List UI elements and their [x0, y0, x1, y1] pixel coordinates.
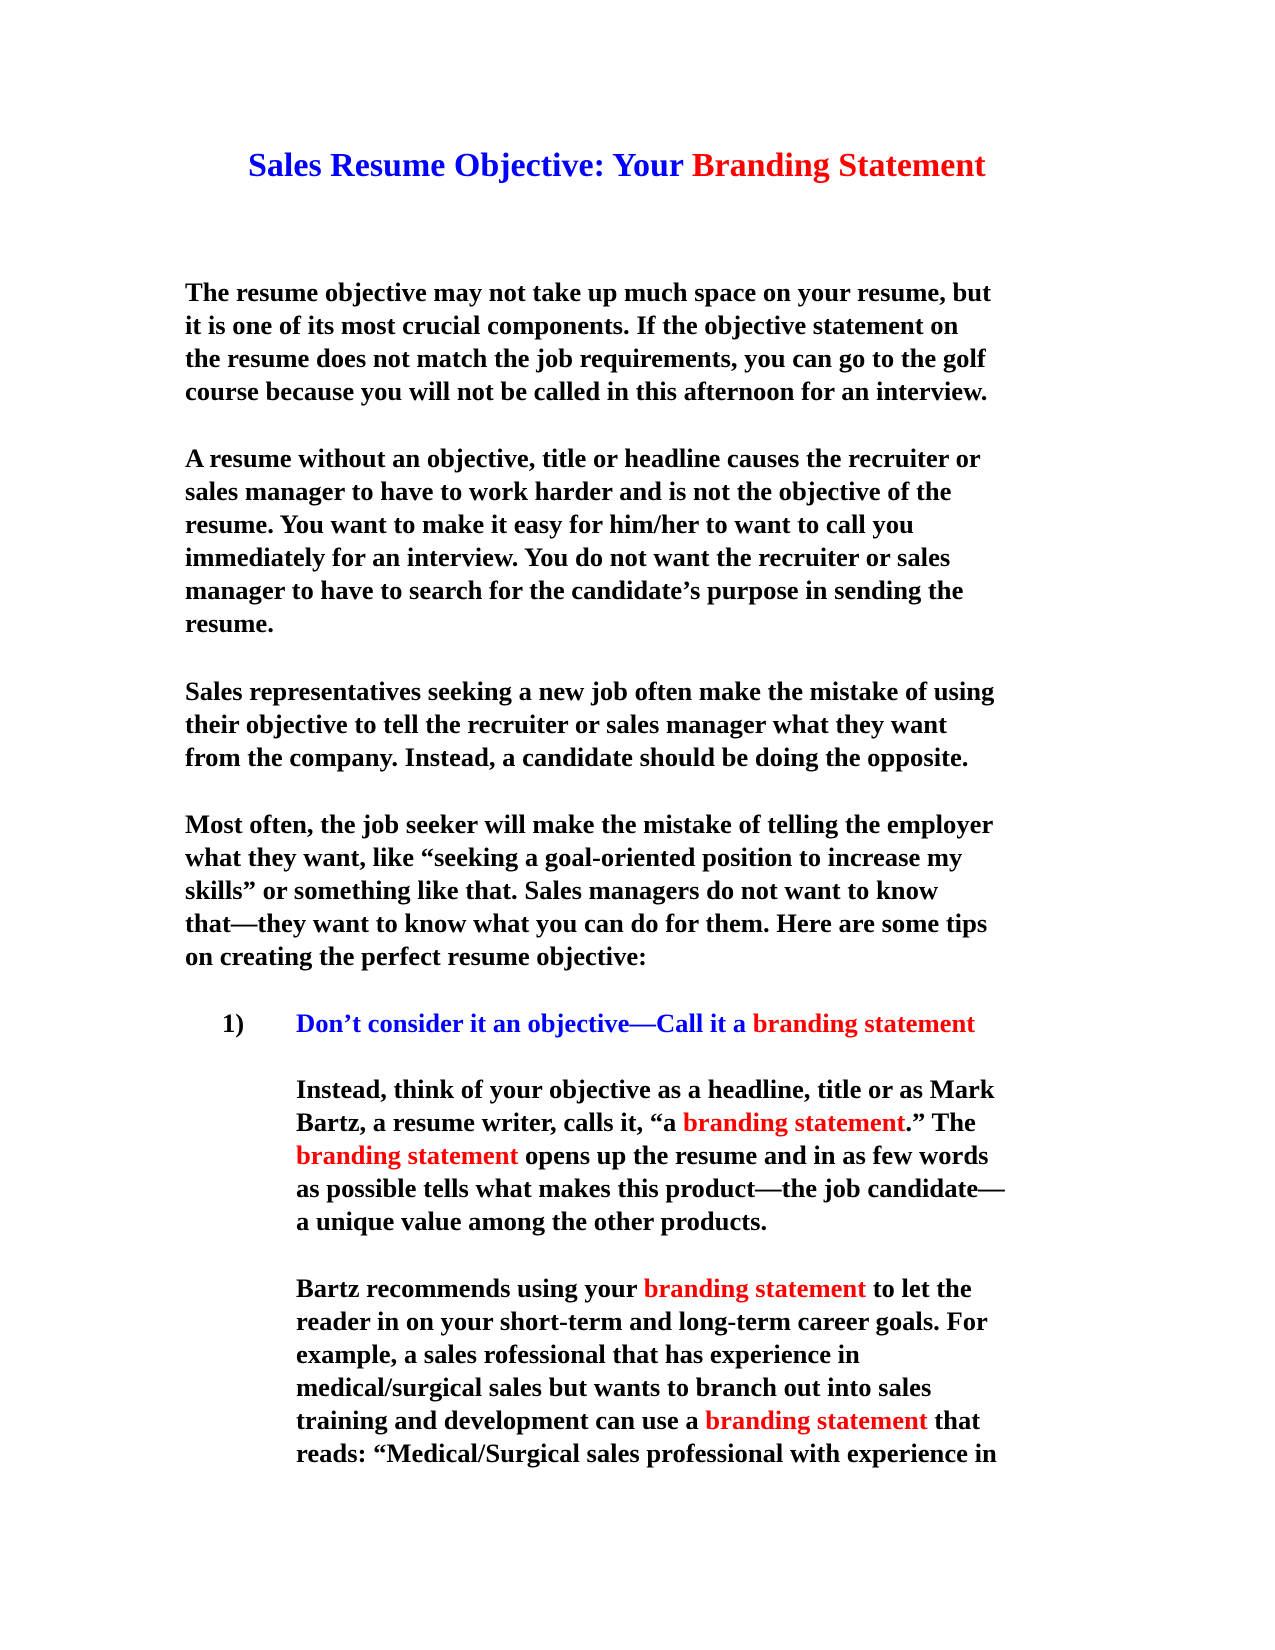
- paragraph-line: what they want, like “seeking a goal-oriented position to increase my: [185, 842, 963, 872]
- list-item-heading: [296, 1007, 1116, 1040]
- text-run: opens up the resume and in as few words: [518, 1140, 989, 1170]
- paragraph-line: as possible tells what makes this product—the job candidate—: [296, 1173, 1005, 1203]
- paragraph-line: reader in on your short-term and long-term career goals. For: [296, 1306, 988, 1336]
- paragraph-line: A resume without an objective, title or headline causes the recruiter or: [185, 443, 981, 473]
- paragraph-line: resume. You want to make it easy for him/her to want to call you: [185, 509, 914, 539]
- paragraph-line: example, a sales rofessional that has experience in: [296, 1339, 860, 1369]
- list-item-number: 1): [222, 1008, 245, 1038]
- paragraph-line: [296, 1106, 1086, 1139]
- paragraph-line: [296, 1404, 1086, 1437]
- text-run: .” The: [905, 1107, 976, 1137]
- paragraph-line: on creating the perfect resume objective:: [185, 941, 648, 971]
- list-heading-red: branding statement: [752, 1008, 976, 1038]
- paragraph-line: Instead, think of your objective as a headline, title or as Mark: [296, 1074, 995, 1104]
- paragraph-line: it is one of its most crucial components. If the objective statement on: [185, 310, 959, 340]
- paragraph-intro: [185, 276, 1065, 408]
- paragraph-sales-reps: [185, 675, 1065, 774]
- subparagraph-bartz: [296, 1272, 1086, 1470]
- paragraph-line: that—they want to know what you can do for them. Here are some tips: [185, 908, 988, 938]
- text-run: to let the: [866, 1273, 972, 1303]
- title-part-blue: Sales Resume Objective: Your: [248, 147, 692, 184]
- paragraph-line: [296, 1139, 1086, 1172]
- paragraph-line: the resume does not match the job requirements, you can go to the golf: [185, 343, 986, 373]
- paragraph-line: Sales representatives seeking a new job often make the mistake of using: [185, 676, 995, 706]
- paragraph-line: a unique value among the other products.: [296, 1206, 768, 1236]
- page-title: [248, 146, 1148, 186]
- paragraph-line: from the company. Instead, a candidate should be doing the opposite.: [185, 742, 969, 772]
- paragraph-line: immediately for an interview. You do not want the recruiter or sales: [185, 542, 951, 572]
- branding-statement-highlight: branding statement: [683, 1107, 906, 1137]
- paragraph-line: course because you will not be called in this afternoon for an interview.: [185, 376, 988, 406]
- paragraph-line: resume.: [185, 608, 274, 638]
- title-part-red: Branding Statement: [691, 147, 986, 184]
- paragraph-line: their objective to tell the recruiter or sales manager what they want: [185, 709, 947, 739]
- text-run: Bartz, a resume writer, calls it, “a: [296, 1107, 683, 1137]
- paragraph-line: skills” or something like that. Sales managers do not want to know: [185, 875, 939, 905]
- list-heading-blue: Don’t consider it an objective—Call it a: [296, 1008, 753, 1038]
- paragraph-line: manager to have to search for the candidate’s purpose in sending the: [185, 575, 964, 605]
- branding-statement-highlight: branding statement: [296, 1140, 519, 1170]
- text-run: that: [927, 1405, 981, 1435]
- paragraph-line: medical/surgical sales but wants to branch out into sales: [296, 1372, 932, 1402]
- paragraph-line: The resume objective may not take up much space on your resume, but: [185, 277, 991, 307]
- branding-statement-highlight: branding statement: [705, 1405, 928, 1435]
- paragraph-line: sales manager to have to work harder and is not the objective of the: [185, 476, 952, 506]
- text-run: training and development can use a: [296, 1405, 706, 1435]
- paragraph-line: reads: “Medical/Surgical sales professional with experience in: [296, 1438, 997, 1468]
- paragraph-line: [296, 1272, 1086, 1305]
- branding-statement-highlight: branding statement: [643, 1273, 867, 1303]
- paragraph-line: Most often, the job seeker will make the mistake of telling the employer: [185, 809, 994, 839]
- subparagraph-instead: [296, 1073, 1086, 1238]
- text-run: Bartz recommends using your: [296, 1273, 644, 1303]
- paragraph-without-objective: [185, 442, 1065, 640]
- paragraph-most-often: [185, 808, 1065, 973]
